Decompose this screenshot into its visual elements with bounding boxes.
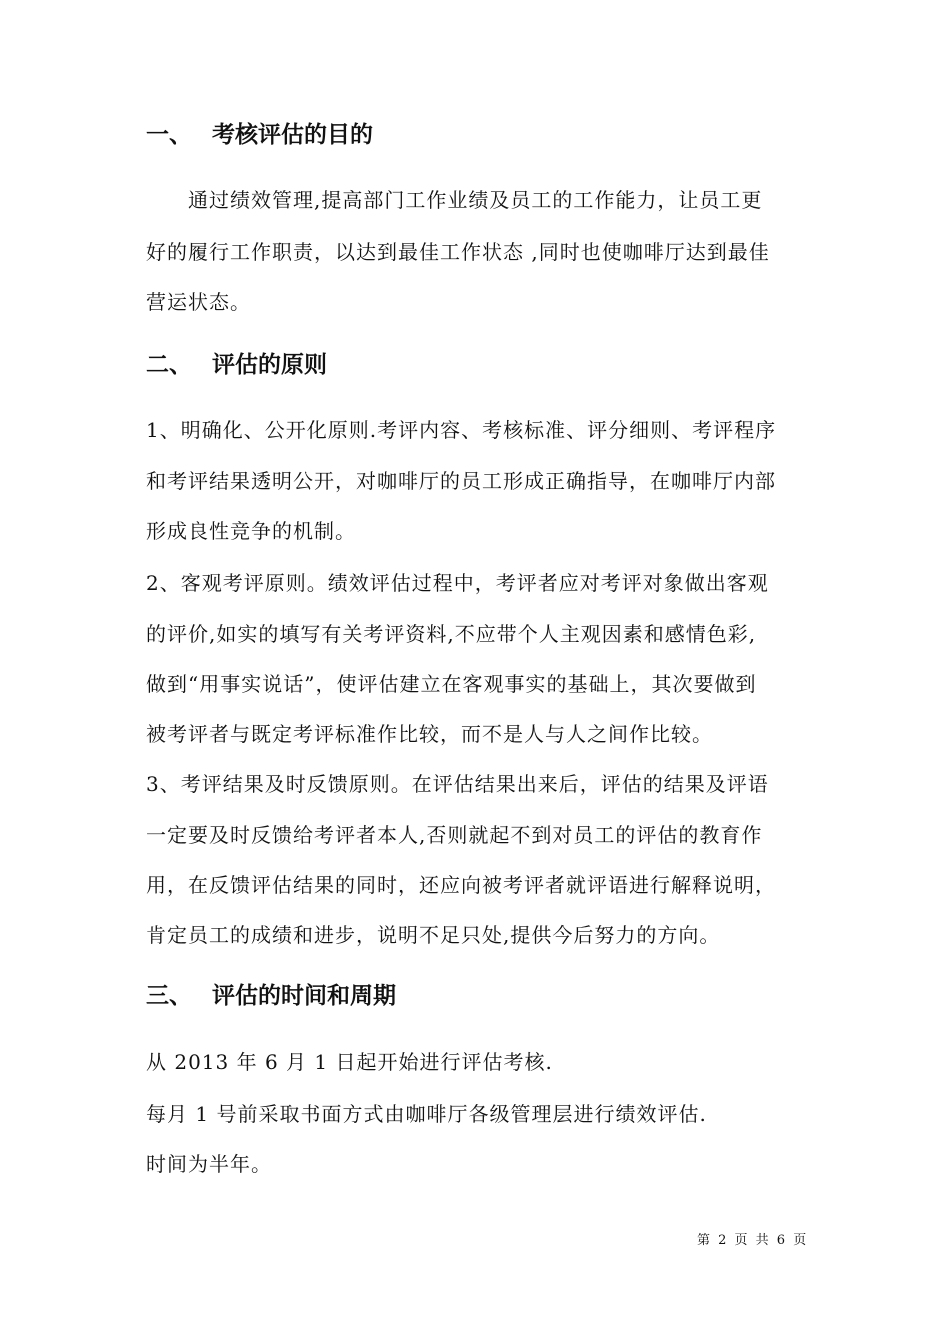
paragraph-line: 通过绩效管理,提高部门工作业绩及员工的工作能力，让员工更 [188, 188, 763, 212]
section-2-heading [146, 350, 327, 380]
section-2-title: 评估的原则 [212, 352, 327, 378]
section-1-heading [146, 120, 373, 150]
paragraph-line: 时间为半年。 [146, 1152, 272, 1176]
paragraph-line: 一定要及时反馈给考评者本人,否则就起不到对员工的评估的教育作 [146, 823, 763, 847]
page-number-footer: 第 2 页 共 6 页 [697, 1233, 809, 1248]
paragraph-line: 被考评者与既定考评标准作比较，而不是人与人之间作比较。 [146, 722, 713, 746]
paragraph-line: 和考评结果透明公开，对咖啡厅的员工形成正确指导，在咖啡厅内部 [146, 469, 776, 493]
section-1-title: 考核评估的目的 [212, 122, 373, 148]
paragraph-line: 形成良性竞争的机制。 [146, 519, 356, 543]
section-3-number: 三、 [146, 983, 192, 1009]
paragraph-line: 2、客观考评原则。绩效评估过程中，考评者应对考评对象做出客观 [146, 571, 769, 595]
section-1-number: 一、 [146, 122, 192, 148]
paragraph-line: 1、明确化、公开化原则.考评内容、考核标准、评分细则、考评程序 [146, 418, 777, 442]
paragraph-line: 肯定员工的成绩和进步，说明不足只处,提供今后努力的方向。 [146, 923, 721, 947]
paragraph-line: 做到“用事实说话”，使评估建立在客观事实的基础上，其次要做到 [146, 672, 757, 696]
paragraph-line: 从 2013 年 6 月 1 日起开始进行评估考核. [146, 1050, 553, 1074]
paragraph-line: 每月 1 号前采取书面方式由咖啡厅各级管理层进行绩效评估. [146, 1102, 707, 1126]
paragraph-line: 营运状态。 [146, 290, 251, 314]
paragraph-line: 3、考评结果及时反馈原则。在评估结果出来后，评估的结果及评语 [146, 772, 769, 796]
section-2-number: 二、 [146, 352, 192, 378]
paragraph-line: 的评价,如实的填写有关考评资料,不应带个人主观因素和感情色彩, [146, 622, 757, 646]
section-3-title: 评估的时间和周期 [212, 983, 396, 1009]
paragraph-line: 好的履行工作职责，以达到最佳工作状态 ,同时也使咖啡厅达到最佳 [146, 240, 770, 264]
section-3-heading [146, 981, 396, 1011]
paragraph-line: 用，在反馈评估结果的同时，还应向被考评者就评语进行解释说明， [146, 873, 776, 897]
